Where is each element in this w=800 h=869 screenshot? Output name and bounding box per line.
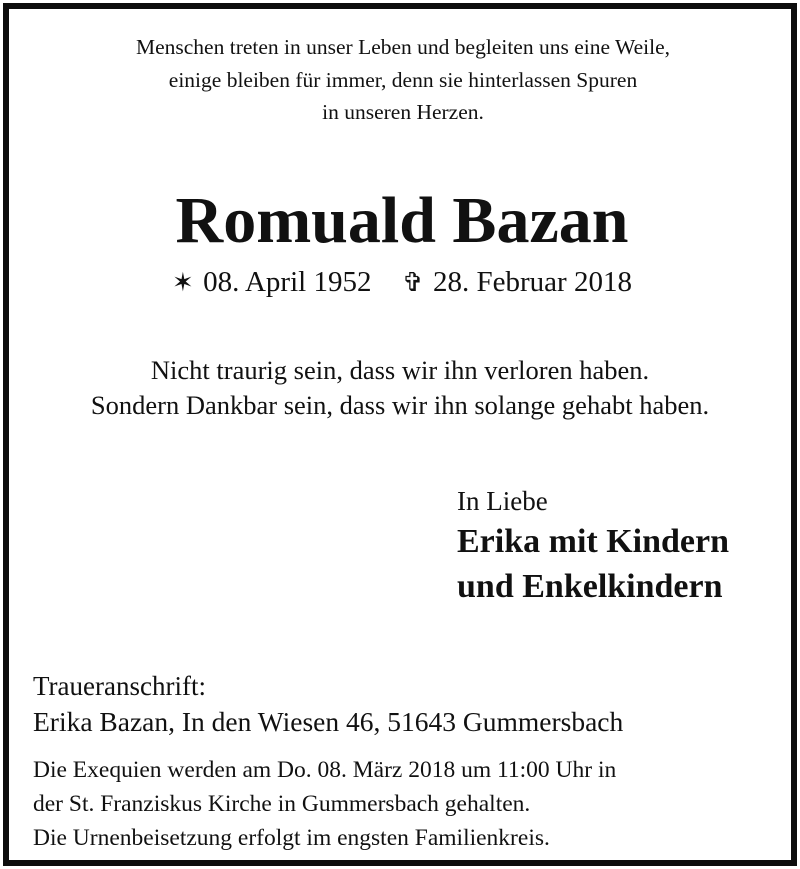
service-line: Die Urnenbeisetzung erfolgt im engsten Familienkreis.: [33, 825, 550, 851]
opening-quote: [15, 31, 791, 129]
birth-date: 08. April 1952: [203, 266, 372, 298]
service-info: [33, 753, 616, 855]
memorial-verse: [9, 353, 791, 423]
signature-line: Erika mit Kindern: [457, 523, 730, 560]
service-line: Die Exequien werden am Do. 08. März 2018 um 11:00 Uhr in: [33, 757, 617, 783]
verse-line: Sondern Dankbar sein, dass wir ihn solange gehabt haben.: [90, 390, 710, 420]
star-icon: ✶: [172, 268, 194, 297]
life-dates: [13, 263, 791, 302]
signature-line: und Enkelkindern: [457, 568, 723, 605]
address-value: Erika Bazan, In den Wiesen 46, 51643 Gummersbach: [33, 706, 624, 737]
signature-intro: In Liebe: [457, 486, 548, 516]
verse-line: Nicht traurig sein, dass wir ihn verloren haben.: [150, 355, 650, 385]
address-label: Traueranschrift:: [33, 671, 206, 701]
quote-line: Menschen treten in unser Leben und begleiten uns eine Weile,: [135, 35, 670, 59]
service-line: der St. Franziskus Kirche in Gummersbach gehalten.: [33, 791, 531, 817]
quote-line: in unseren Herzen.: [322, 100, 484, 124]
quote-line: einige bleiben für immer, denn sie hinterlassen Spuren: [168, 67, 638, 92]
death-date: 28. Februar 2018: [433, 266, 632, 298]
obituary-frame: [3, 3, 797, 866]
cross-icon: ✞: [401, 268, 424, 297]
deceased-name: Romuald Bazan: [175, 184, 629, 257]
signature-family: [457, 519, 729, 609]
